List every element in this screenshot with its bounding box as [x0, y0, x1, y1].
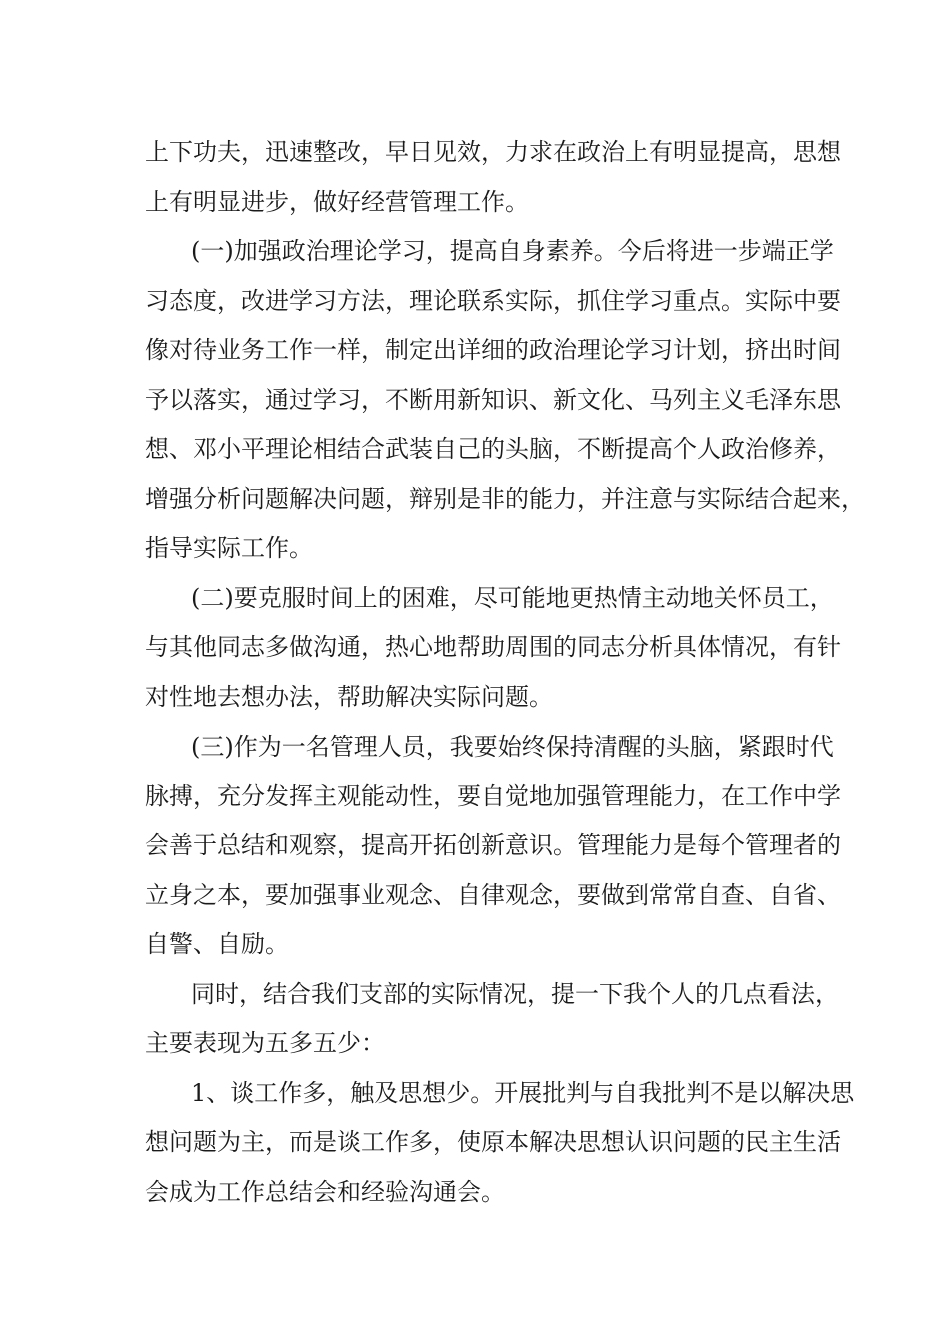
text-line: 立身之本，要加强事业观念、自律观念，要做到常常自查、自省、: [145, 881, 841, 909]
text-line: (三)作为一名管理人员，我要始终保持清醒的头脑，紧跟时代: [191, 733, 834, 761]
text-line: 予以落实，通过学习，不断用新知识、新文化、马列主义毛泽东思: [145, 386, 841, 414]
text-line: 对性地去想办法，帮助解决实际问题。: [145, 683, 553, 711]
text-line: 同时，结合我们支部的实际情况，提一下我个人的几点看法，: [191, 980, 839, 1008]
text-line: 指导实际工作。: [145, 534, 313, 562]
text-line: 自警、自励。: [145, 930, 289, 958]
text-line: 增强分析问题解决问题，辩别是非的能力，并注意与实际结合起来，: [145, 485, 865, 513]
text-line: 想问题为主，而是谈工作多，使原本解决思想认识问题的民主生活: [145, 1128, 841, 1156]
text-line: 上有明显进步，做好经营管理工作。: [145, 188, 529, 216]
text-line: 上下功夫，迅速整改，早日见效，力求在政治上有明显提高，思想: [145, 138, 841, 166]
text-line: 会成为工作总结会和经验沟通会。: [145, 1178, 505, 1206]
text-line: (一)加强政治理论学习，提高自身素养。今后将进一步端正学: [191, 237, 834, 265]
text-line: 脉搏，充分发挥主观能动性，要自觉地加强管理能力，在工作中学: [145, 782, 841, 810]
text-line: 像对待业务工作一样，制定出详细的政治理论学习计划，挤出时间: [145, 336, 841, 364]
text-line: 想、邓小平理论相结合武装自己的头脑，不断提高个人政治修养，: [145, 435, 841, 463]
text-line: 习态度，改进学习方法，理论联系实际，抓住学习重点。实际中要: [145, 287, 841, 315]
text-line: 1、谈工作多，触及思想少。开展批判与自我批判不是以解决思: [191, 1079, 855, 1107]
text-line: 主要表现为五多五少：: [145, 1029, 385, 1057]
text-line: (二)要克服时间上的困难，尽可能地更热情主动地关怀员工，: [191, 584, 834, 612]
text-line: 会善于总结和观察，提高开拓创新意识。管理能力是每个管理者的: [145, 831, 841, 859]
text-line: 与其他同志多做沟通，热心地帮助周围的同志分析具体情况，有针: [145, 633, 841, 661]
